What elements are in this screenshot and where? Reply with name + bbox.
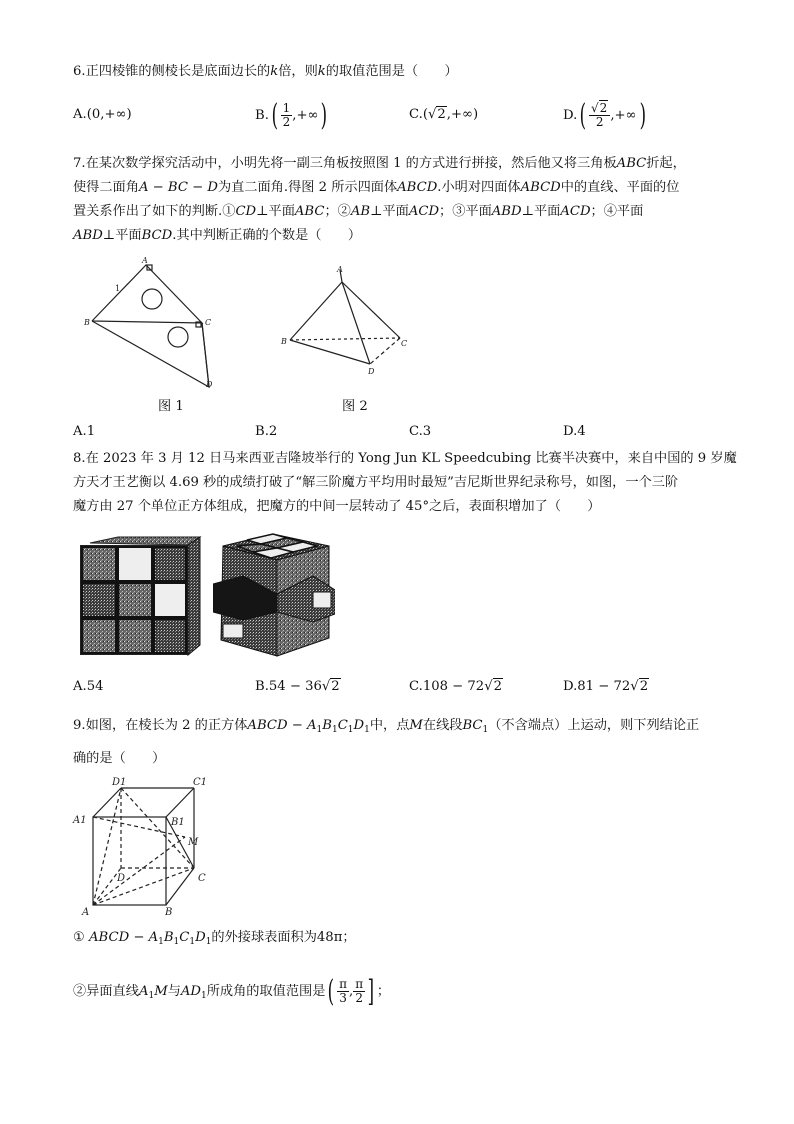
cube-label-d1: D1: [112, 777, 127, 788]
q9-line-1: 9.如图，在棱长为 2 的正方体ABCD − $A_1B_1C_1D_1$中，点M在线段$BC_1$（不含端点）上运动，则下列结论正: [73, 718, 700, 735]
fig2-label-a: A: [337, 265, 343, 274]
cube-label-a: A: [82, 907, 90, 918]
fig1-label-1: 1: [115, 284, 121, 293]
figure-2-caption: 图 2: [342, 399, 368, 414]
cube-label-c: C: [198, 873, 206, 884]
cube-label-d: D: [117, 873, 126, 884]
q6-option-b: B.( $\frac{1}{2}$ ,+∞): [255, 97, 328, 133]
q9-statement-1: ① ABCD − $A_1B_1C_1D_1$的外接球表面积为48π；: [73, 930, 356, 947]
q7-figure-1: [82, 255, 232, 391]
figure-1-caption: 图 1: [158, 399, 184, 414]
fig2-label-b: B: [281, 337, 287, 346]
rubik-cube-image: [76, 533, 204, 659]
q7-line-2: 使得二面角A − BC − D为直二面角.得图 2 所示四面体ABCD.小明对四面体ABCD中的直线、平面的位: [73, 180, 680, 195]
q7-option-c: C.3: [409, 424, 432, 439]
fig1-label-b: B: [84, 318, 90, 327]
cube-label-c1: C1: [193, 777, 208, 788]
q9-statement-2: ②异面直线$A_1M$与$AD_1$所成角的取值范围是( $\frac{\pi}{3}$ , $\frac{\pi}{2}$ ] ；: [73, 973, 391, 1009]
cube-label-b1: B1: [171, 817, 185, 828]
q8-option-b: B.54 − 36√2: [255, 679, 340, 694]
triangle-hole-1: [142, 289, 162, 309]
q6-option-d: D.( $\frac{√2}{2}$ ,+∞): [563, 97, 646, 133]
q8-line-1: 8.在 2023 年 3 月 12 日马来西亚吉隆坡举行的 Yong Jun KL Speedcubing 比赛半决赛中，来自中国的 9 岁魔: [73, 451, 737, 466]
q8-line-2: 方天才王艺衡以 4.69 秒的成绩打破了“解三阶魔方平均用时最短”吉尼斯世界纪录称号，如图，一个三阶: [73, 475, 679, 490]
triangle-abc: [92, 265, 202, 323]
q7-option-b: B.2: [255, 424, 278, 439]
q9-cube-figure: [72, 773, 222, 919]
fig1-label-c: C: [205, 318, 212, 327]
cube-label-m: M: [188, 837, 199, 848]
q7-line-1: 7.在某次数学探究活动中，小明先将一副三角板按照图 1 的方式进行拼接，然后他又将三角板ABC折起，: [73, 156, 686, 171]
q9-line-2: 确的是（ ）: [73, 751, 166, 766]
q8-option-c: C.108 − 72√2: [409, 679, 502, 694]
q6-option-c: C.(√2,+∞): [409, 107, 479, 122]
fig1-label-a: A: [142, 256, 148, 265]
q7-line-4: ABD⊥平面BCD.其中判断正确的个数是（ ）: [73, 228, 362, 243]
q8-option-d: D.81 − 72√2: [563, 679, 649, 694]
fig1-label-d: D: [206, 380, 213, 389]
fig2-label-c: C: [401, 339, 408, 348]
q8-option-a: A.54: [73, 679, 104, 694]
triangle-hole-2: [168, 327, 188, 347]
q7-option-d: D.4: [563, 424, 586, 439]
cube-label-b: B: [165, 907, 173, 918]
q7-line-3: 置关系作出了如下的判断.①CD⊥平面ABC；②AB⊥平面ACD；③平面ABD⊥平面ACD；④平面: [73, 204, 644, 219]
q6-stem: 6.正四棱锥的侧棱长是底面边长的k倍，则k的取值范围是（ ）: [73, 64, 458, 79]
cube-label-a1: A1: [73, 815, 87, 826]
fig2-label-d: D: [368, 367, 375, 376]
q7-figure-2: [280, 262, 410, 382]
q8-line-3: 魔方由 27 个单位正方体组成，把魔方的中间一层转动了 45°之后，表面积增加了（ ）: [73, 499, 601, 514]
q7-option-a: A.1: [73, 424, 96, 439]
rotated-rubik-cube-image: [213, 532, 335, 660]
triangle-bcd: [92, 321, 209, 387]
q6-option-a: A.(0,+∞): [73, 107, 132, 122]
